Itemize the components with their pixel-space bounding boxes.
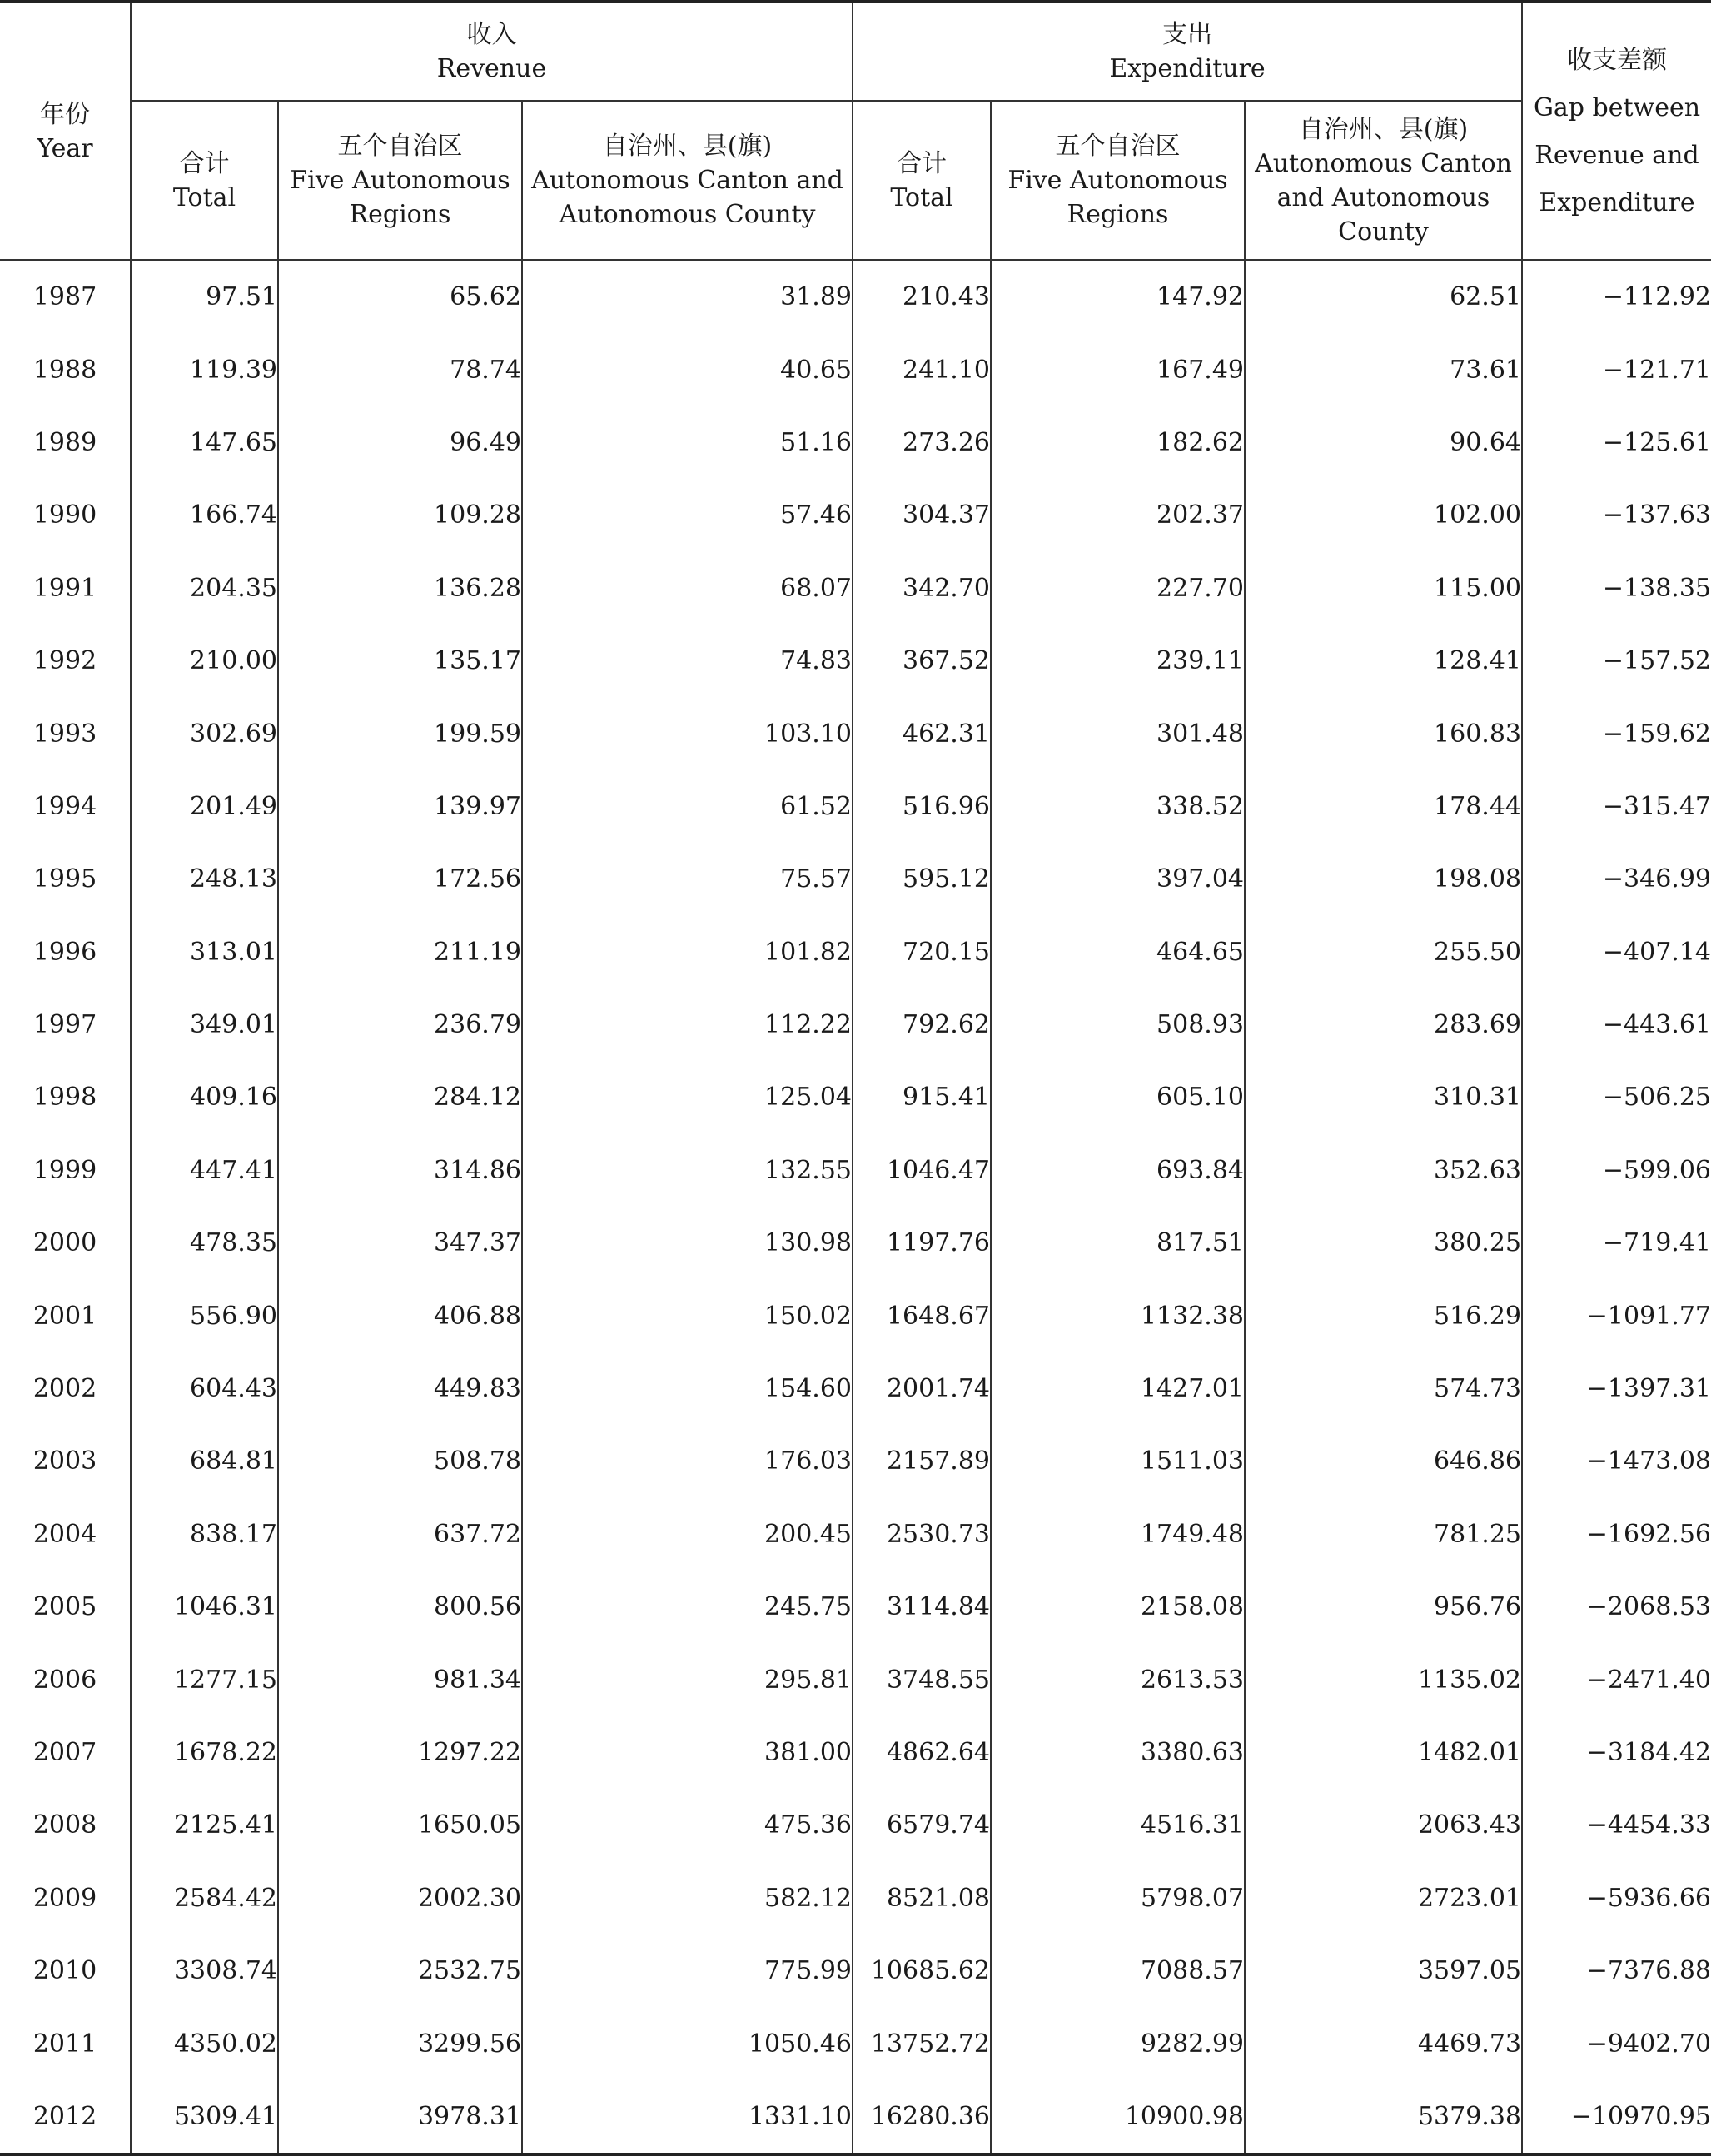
- year-cell: 2006: [32, 1665, 97, 1695]
- revenue-total-cell: 313.01: [131, 916, 278, 988]
- revenue-five-regions-cell: 172.56: [278, 843, 522, 915]
- gap-cell: −346.99: [1522, 843, 1711, 915]
- revenue-five-regions-cell: 236.79: [278, 988, 522, 1061]
- gap-cell: −159.62: [1522, 697, 1711, 769]
- gap-cell: −506.25: [1522, 1061, 1711, 1133]
- expenditure-canton-county-cell: 115.00: [1245, 552, 1522, 625]
- gap-cell: −138.35: [1522, 552, 1711, 625]
- expenditure-total-cell: 16280.36: [853, 2080, 991, 2154]
- year-cell: 2004: [32, 1519, 97, 1549]
- revenue-total-cell: 201.49: [131, 770, 278, 843]
- expenditure-canton-county-cell: 198.08: [1245, 843, 1522, 915]
- gap-cell: −1692.56: [1522, 1498, 1711, 1571]
- expenditure-total-cell: 3114.84: [853, 1571, 991, 1643]
- revenue-total-cell: 447.41: [131, 1134, 278, 1207]
- expenditure-canton-county-cell: 160.83: [1245, 697, 1522, 769]
- expenditure-canton-county-cell: 352.63: [1245, 1134, 1522, 1207]
- gap-cell: −10970.95: [1522, 2080, 1711, 2154]
- revenue-canton-county-cell: 582.12: [522, 1862, 853, 1934]
- revenue-total-cell: 838.17: [131, 1498, 278, 1571]
- revenue-five-regions-cell: 135.17: [278, 625, 522, 697]
- expenditure-canton-county-cell: 2723.01: [1245, 1862, 1522, 1934]
- table-body: [0, 260, 1711, 2154]
- revenue-five-regions-cell: 800.56: [278, 1571, 522, 1643]
- expenditure-canton-county-cell: 102.00: [1245, 479, 1522, 551]
- revenue-five-regions-cell: 347.37: [278, 1207, 522, 1279]
- revenue-five-regions-cell: 139.97: [278, 770, 522, 843]
- revenue-canton-county-cell: 200.45: [522, 1498, 853, 1571]
- expenditure-five-regions-cell: 2158.08: [991, 1571, 1245, 1643]
- year-cell: 2007: [32, 1738, 97, 1767]
- expenditure-five-regions-cell: 1132.38: [991, 1279, 1245, 1352]
- revenue-total-cell: 302.69: [131, 697, 278, 769]
- expenditure-five-regions-cell: 7088.57: [991, 1934, 1245, 2007]
- gap-cell: −2068.53: [1522, 1571, 1711, 1643]
- expenditure-total-cell: 273.26: [853, 406, 991, 479]
- revenue-canton-county-cell: 475.36: [522, 1789, 853, 1861]
- revenue-canton-county-cell: 31.89: [522, 260, 853, 333]
- expenditure-total-cell: 2001.74: [853, 1352, 991, 1425]
- revenue-canton-county-cell: 68.07: [522, 552, 853, 625]
- year-cell: 1999: [32, 1155, 97, 1185]
- expenditure-total-cell: 516.96: [853, 770, 991, 843]
- revenue-five-regions-cell: 2002.30: [278, 1862, 522, 1934]
- gap-cell: −407.14: [1522, 916, 1711, 988]
- expenditure-canton-county-cell: 4469.73: [1245, 2007, 1522, 2079]
- expenditure-total-cell: 241.10: [853, 333, 991, 406]
- expenditure-five-regions-cell: 338.52: [991, 770, 1245, 843]
- expenditure-five-regions-cell: 1427.01: [991, 1352, 1245, 1425]
- expenditure-total-cell: 1648.67: [853, 1279, 991, 1352]
- table-row: [0, 479, 1711, 551]
- expenditure-five-regions-cell: 147.92: [991, 260, 1245, 333]
- expenditure-total-cell: 792.62: [853, 988, 991, 1061]
- table-row: [0, 1425, 1711, 1497]
- expenditure-five-regions-cell: 227.70: [991, 552, 1245, 625]
- revenue-total-cell: 5309.41: [131, 2080, 278, 2154]
- revenue-five-regions-cell: 1297.22: [278, 1716, 522, 1789]
- year-cell: 1993: [32, 719, 97, 749]
- expenditure-canton-county-cell: 90.64: [1245, 406, 1522, 479]
- revenue-five-regions-cell: 109.28: [278, 479, 522, 551]
- revenue-canton-county-cell: 112.22: [522, 988, 853, 1061]
- expenditure-total-cell: 2157.89: [853, 1425, 991, 1497]
- gap-cell: −3184.42: [1522, 1716, 1711, 1789]
- expenditure-five-regions-cell: 301.48: [991, 697, 1245, 769]
- table-row: [0, 1279, 1711, 1352]
- expenditure-canton-county-cell: 128.41: [1245, 625, 1522, 697]
- year-cell: 1997: [32, 1010, 97, 1040]
- year-cell: 2011: [32, 2029, 97, 2059]
- gap-cell: −157.52: [1522, 625, 1711, 697]
- table-row: [0, 406, 1711, 479]
- gap-cell: −125.61: [1522, 406, 1711, 479]
- revenue-canton-county-cell: 132.55: [522, 1134, 853, 1207]
- gap-cell: −112.92: [1522, 260, 1711, 333]
- year-cell: 1987: [32, 282, 97, 312]
- revenue-five-regions-cell: 78.74: [278, 333, 522, 406]
- expenditure-five-regions-cell: 397.04: [991, 843, 1245, 915]
- revenue-five-regions-cell: 211.19: [278, 916, 522, 988]
- expenditure-five-regions-cell: 5798.07: [991, 1862, 1245, 1934]
- revenue-canton-county-cell: 1331.10: [522, 2080, 853, 2154]
- expenditure-five-regions-cell: 464.65: [991, 916, 1245, 988]
- revenue-total-cell: 248.13: [131, 843, 278, 915]
- year-cell: 1995: [32, 864, 97, 894]
- year-cell: 2009: [32, 1883, 97, 1913]
- revenue-five-regions-cell: 637.72: [278, 1498, 522, 1571]
- expenditure-total-cell: 6579.74: [853, 1789, 991, 1861]
- gap-cell: −5936.66: [1522, 1862, 1711, 1934]
- gap-cell: −7376.88: [1522, 1934, 1711, 2007]
- table-row: [0, 2080, 1711, 2154]
- revenue-total-cell: 556.90: [131, 1279, 278, 1352]
- revenue-total-cell: 147.65: [131, 406, 278, 479]
- expenditure-five-regions-cell: 182.62: [991, 406, 1245, 479]
- gap-cell: −1397.31: [1522, 1352, 1711, 1425]
- expenditure-canton-county-cell: 1482.01: [1245, 1716, 1522, 1789]
- expenditure-total-cell: 4862.64: [853, 1716, 991, 1789]
- table-row: [0, 625, 1711, 697]
- table-row: [0, 1643, 1711, 1715]
- revenue-canton-county-cell: 57.46: [522, 479, 853, 551]
- revenue-canton-county-cell: 101.82: [522, 916, 853, 988]
- expenditure-canton-county-cell: 5379.38: [1245, 2080, 1522, 2154]
- revenue-canton-county-cell: 125.04: [522, 1061, 853, 1133]
- expenditure-canton-county-cell: 646.86: [1245, 1425, 1522, 1497]
- gap-cell: −4454.33: [1522, 1789, 1711, 1861]
- expenditure-total-cell: 1197.76: [853, 1207, 991, 1279]
- gap-cell: −9402.70: [1522, 2007, 1711, 2079]
- expenditure-total-cell: 2530.73: [853, 1498, 991, 1571]
- table-row: [0, 1498, 1711, 1571]
- year-cell: 2000: [32, 1228, 97, 1258]
- expenditure-five-regions-cell: 202.37: [991, 479, 1245, 551]
- year-cell: 2002: [32, 1374, 97, 1404]
- revenue-canton-county-cell: 1050.46: [522, 2007, 853, 2079]
- expenditure-five-regions-cell: 605.10: [991, 1061, 1245, 1133]
- table-row: [0, 1716, 1711, 1789]
- revenue-group-header: 收入 Revenue: [131, 2, 853, 101]
- table-row: [0, 988, 1711, 1061]
- expenditure-canton-county-cell: 781.25: [1245, 1498, 1522, 1571]
- expenditure-canton-county-cell: 956.76: [1245, 1571, 1522, 1643]
- revenue-five-regions-cell: 3299.56: [278, 2007, 522, 2079]
- revenue-canton-county-cell: 154.60: [522, 1352, 853, 1425]
- expenditure-five-regions-cell: 10900.98: [991, 2080, 1245, 2154]
- expenditure-five-regions-cell: 508.93: [991, 988, 1245, 1061]
- revenue-total-cell: 684.81: [131, 1425, 278, 1497]
- revenue-canton-county-cell: 295.81: [522, 1643, 853, 1715]
- revenue-total-cell: 166.74: [131, 479, 278, 551]
- year-cell: 1996: [32, 937, 97, 967]
- revenue-five-regions-cell: 406.88: [278, 1279, 522, 1352]
- revenue-canton-county-header: 自治州、县(旗) Autonomous Canton and Autonomous County: [522, 101, 853, 260]
- year-cell: 1994: [32, 791, 97, 821]
- year-cell: 1988: [32, 355, 97, 385]
- table-row: [0, 1061, 1711, 1133]
- table-row: [0, 2007, 1711, 2079]
- revenue-total-header: 合计 Total: [131, 101, 278, 260]
- revenue-canton-county-cell: 75.57: [522, 843, 853, 915]
- table-row: [0, 1352, 1711, 1425]
- table-row: [0, 1789, 1711, 1861]
- gap-cell: −719.41: [1522, 1207, 1711, 1279]
- expenditure-five-regions-cell: 4516.31: [991, 1789, 1245, 1861]
- expenditure-canton-county-cell: 62.51: [1245, 260, 1522, 333]
- table-row: [0, 1207, 1711, 1279]
- revenue-five-regions-cell: 3978.31: [278, 2080, 522, 2154]
- gap-cell: −599.06: [1522, 1134, 1711, 1207]
- expenditure-total-cell: 13752.72: [853, 2007, 991, 2079]
- table-row: [0, 333, 1711, 406]
- expenditure-five-regions-cell: 817.51: [991, 1207, 1245, 1279]
- revenue-five-regions-cell: 199.59: [278, 697, 522, 769]
- expenditure-five-regions-cell: 3380.63: [991, 1716, 1245, 1789]
- year-cell: 2001: [32, 1301, 97, 1331]
- revenue-five-regions-cell: 314.86: [278, 1134, 522, 1207]
- revenue-five-regions-cell: 1650.05: [278, 1789, 522, 1861]
- expenditure-canton-county-cell: 516.29: [1245, 1279, 1522, 1352]
- year-cell: 1992: [32, 646, 97, 676]
- expenditure-canton-county-cell: 310.31: [1245, 1061, 1522, 1133]
- expenditure-canton-county-cell: 283.69: [1245, 988, 1522, 1061]
- revenue-canton-county-cell: 245.75: [522, 1571, 853, 1643]
- expenditure-canton-county-cell: 178.44: [1245, 770, 1522, 843]
- revenue-five-regions-cell: 65.62: [278, 260, 522, 333]
- expenditure-total-cell: 210.43: [853, 260, 991, 333]
- revenue-total-cell: 409.16: [131, 1061, 278, 1133]
- expenditure-five-regions-cell: 167.49: [991, 333, 1245, 406]
- year-cell: 1989: [32, 427, 97, 457]
- year-cell: 1998: [32, 1083, 97, 1113]
- table-row: [0, 770, 1711, 843]
- expenditure-total-cell: 720.15: [853, 916, 991, 988]
- year-cell: 2008: [32, 1810, 97, 1840]
- gap-cell: −137.63: [1522, 479, 1711, 551]
- expenditure-total-cell: 8521.08: [853, 1862, 991, 1934]
- revenue-five-regions-cell: 449.83: [278, 1352, 522, 1425]
- revenue-total-cell: 1046.31: [131, 1571, 278, 1643]
- revenue-five-regions-cell: 284.12: [278, 1061, 522, 1133]
- table-row: [0, 1862, 1711, 1934]
- revenue-total-cell: 2584.42: [131, 1862, 278, 1934]
- revenue-canton-county-cell: 775.99: [522, 1934, 853, 2007]
- expenditure-five-regions-cell: 9282.99: [991, 2007, 1245, 2079]
- revenue-total-cell: 210.00: [131, 625, 278, 697]
- gap-cell: −121.71: [1522, 333, 1711, 406]
- expenditure-total-cell: 1046.47: [853, 1134, 991, 1207]
- revenue-total-cell: 4350.02: [131, 2007, 278, 2079]
- revenue-canton-county-cell: 130.98: [522, 1207, 853, 1279]
- expenditure-canton-county-cell: 574.73: [1245, 1352, 1522, 1425]
- expenditure-total-cell: 10685.62: [853, 1934, 991, 2007]
- expenditure-total-cell: 342.70: [853, 552, 991, 625]
- expenditure-five-regions-cell: 693.84: [991, 1134, 1245, 1207]
- expenditure-five-regions-cell: 1749.48: [991, 1498, 1245, 1571]
- table-row: [0, 1571, 1711, 1643]
- year-cell: 1991: [32, 573, 97, 603]
- revenue-total-cell: 349.01: [131, 988, 278, 1061]
- table-row: [0, 843, 1711, 915]
- revenue-canton-county-cell: 176.03: [522, 1425, 853, 1497]
- revenue-total-cell: 119.39: [131, 333, 278, 406]
- revenue-five-regions-cell: 2532.75: [278, 1934, 522, 2007]
- year-cell: 2005: [32, 1592, 97, 1622]
- gap-cell: −2471.40: [1522, 1643, 1711, 1715]
- year-cell: 1990: [32, 500, 97, 530]
- expenditure-total-cell: 462.31: [853, 697, 991, 769]
- revenue-canton-county-cell: 74.83: [522, 625, 853, 697]
- expenditure-canton-county-cell: 3597.05: [1245, 1934, 1522, 2007]
- gap-cell: −315.47: [1522, 770, 1711, 843]
- expenditure-five-regions-header: 五个自治区 Five Autonomous Regions: [991, 101, 1245, 260]
- gap-cell: −1473.08: [1522, 1425, 1711, 1497]
- revenue-five-regions-cell: 508.78: [278, 1425, 522, 1497]
- revenue-canton-county-cell: 61.52: [522, 770, 853, 843]
- year-cell: 2010: [32, 1956, 97, 1986]
- expenditure-total-cell: 915.41: [853, 1061, 991, 1133]
- expenditure-five-regions-cell: 239.11: [991, 625, 1245, 697]
- revenue-five-regions-cell: 981.34: [278, 1643, 522, 1715]
- revenue-canton-county-cell: 150.02: [522, 1279, 853, 1352]
- expenditure-total-cell: 3748.55: [853, 1643, 991, 1715]
- expenditure-total-cell: 304.37: [853, 479, 991, 551]
- revenue-five-regions-cell: 136.28: [278, 552, 522, 625]
- revenue-total-cell: 3308.74: [131, 1934, 278, 2007]
- revenue-total-cell: 204.35: [131, 552, 278, 625]
- expenditure-total-cell: 595.12: [853, 843, 991, 915]
- expenditure-canton-county-cell: 2063.43: [1245, 1789, 1522, 1861]
- gap-cell: −1091.77: [1522, 1279, 1711, 1352]
- expenditure-total-cell: 367.52: [853, 625, 991, 697]
- revenue-total-cell: 478.35: [131, 1207, 278, 1279]
- year-cell: 2012: [32, 2101, 97, 2131]
- table-row: [0, 916, 1711, 988]
- revenue-five-regions-cell: 96.49: [278, 406, 522, 479]
- year-header: 年份 Year: [0, 2, 131, 260]
- revenue-total-cell: 2125.41: [131, 1789, 278, 1861]
- expenditure-five-regions-cell: 2613.53: [991, 1643, 1245, 1715]
- table-row: [0, 697, 1711, 769]
- revenue-canton-county-cell: 40.65: [522, 333, 853, 406]
- table-row: [0, 1134, 1711, 1207]
- revenue-five-regions-header: 五个自治区 Five Autonomous Regions: [278, 101, 522, 260]
- expenditure-canton-county-cell: 255.50: [1245, 916, 1522, 988]
- expenditure-group-header: 支出 Expenditure: [853, 2, 1522, 101]
- revenue-canton-county-cell: 103.10: [522, 697, 853, 769]
- revenue-canton-county-cell: 51.16: [522, 406, 853, 479]
- expenditure-total-header: 合计 Total: [853, 101, 991, 260]
- gap-header: 收支差额 Gap between Revenue and Expenditure: [1522, 2, 1711, 260]
- revenue-total-cell: 97.51: [131, 260, 278, 333]
- table-row: [0, 552, 1711, 625]
- expenditure-canton-county-cell: 73.61: [1245, 333, 1522, 406]
- gap-cell: −443.61: [1522, 988, 1711, 1061]
- revenue-canton-county-cell: 381.00: [522, 1716, 853, 1789]
- revenue-total-cell: 1277.15: [131, 1643, 278, 1715]
- table-row: [0, 260, 1711, 333]
- expenditure-canton-county-cell: 1135.02: [1245, 1643, 1522, 1715]
- expenditure-five-regions-cell: 1511.03: [991, 1425, 1245, 1497]
- expenditure-canton-county-cell: 380.25: [1245, 1207, 1522, 1279]
- table-row: [0, 1934, 1711, 2007]
- year-cell: 2003: [32, 1446, 97, 1476]
- expenditure-canton-county-header: 自治州、县(旗) Autonomous Canton and Autonomous County: [1245, 101, 1522, 260]
- revenue-total-cell: 604.43: [131, 1352, 278, 1425]
- revenue-total-cell: 1678.22: [131, 1716, 278, 1789]
